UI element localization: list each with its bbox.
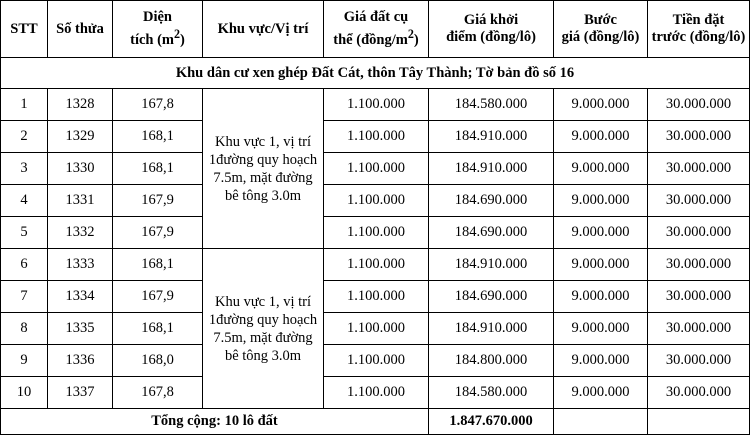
cell-so-thua: 1336 — [48, 345, 113, 377]
location-line: Khu vực 1, vị trí — [214, 293, 312, 310]
cell-gia-khoi-diem: 184.580.000 — [429, 89, 554, 121]
table-row — [1, 281, 750, 313]
cell-gia-khoi-diem: 184.580.000 — [429, 377, 554, 409]
cell-buoc-gia: 9.000.000 — [554, 281, 648, 313]
cell-tien-dat-truoc: 30.000.000 — [648, 281, 750, 313]
cell-stt: 3 — [1, 153, 48, 185]
table-row — [1, 121, 750, 153]
cell-buoc-gia: 9.000.000 — [554, 377, 648, 409]
cell-stt: 8 — [1, 313, 48, 345]
cell-buoc-gia: 9.000.000 — [554, 249, 648, 281]
cell-so-thua: 1332 — [48, 217, 113, 249]
table-row — [1, 249, 750, 281]
table-row — [1, 345, 750, 377]
header-so-thua: Số thửa — [48, 1, 113, 58]
cell-so-thua: 1335 — [48, 313, 113, 345]
table-row — [1, 313, 750, 345]
cell-tien-dat-truoc: 30.000.000 — [648, 377, 750, 409]
cell-tien-dat-truoc: 30.000.000 — [648, 249, 750, 281]
cell-buoc-gia: 9.000.000 — [554, 153, 648, 185]
cell-stt: 1 — [1, 89, 48, 121]
location-line: 7.5m, mặt đường — [213, 329, 313, 346]
cell-so-thua: 1331 — [48, 185, 113, 217]
location-line: bê tông 3.0m — [224, 187, 302, 204]
cell-so-thua: 1330 — [48, 153, 113, 185]
cell-tien-dat-truoc: 30.000.000 — [648, 313, 750, 345]
header-buoc-gia: Bước giá (đồng/lô) — [554, 1, 648, 58]
cell-gia-khoi-diem: 184.910.000 — [429, 153, 554, 185]
cell-gia-khoi-diem: 184.910.000 — [429, 249, 554, 281]
cell-dien-tich: 168,0 — [113, 345, 203, 377]
cell-buoc-gia: 9.000.000 — [554, 121, 648, 153]
section-title: Khu dân cư xen ghép Đất Cát, thôn Tây Thành; Tờ bản đồ số 16 — [1, 58, 750, 89]
cell-so-thua: 1329 — [48, 121, 113, 153]
cell-buoc-gia: 9.000.000 — [554, 89, 648, 121]
cell-tien-dat-truoc: 30.000.000 — [648, 185, 750, 217]
total-label: Tổng cộng: 10 lô đất — [1, 409, 429, 435]
cell-buoc-gia: 9.000.000 — [554, 185, 648, 217]
table-row — [1, 377, 750, 409]
table-row — [1, 217, 750, 249]
cell-gia-khoi-diem: 184.690.000 — [429, 185, 554, 217]
cell-so-thua: 1333 — [48, 249, 113, 281]
cell-so-thua: 1337 — [48, 377, 113, 409]
cell-gia-dat: 1.100.000 — [324, 249, 429, 281]
header-gia-khoi-diem: Giá khởi điểm (đồng/lô) — [429, 1, 554, 58]
table-row — [1, 153, 750, 185]
cell-gia-dat: 1.100.000 — [324, 217, 429, 249]
total-empty-cell — [554, 409, 648, 435]
cell-khu-vuc — [203, 249, 324, 409]
cell-stt: 7 — [1, 281, 48, 313]
cell-dien-tich: 167,8 — [113, 89, 203, 121]
cell-so-thua: 1334 — [48, 281, 113, 313]
total-empty-cell — [648, 409, 750, 435]
location-line: Khu vực 1, vị trí — [214, 133, 312, 150]
header-dien-tich: Diện tích $(m^2)$ — [113, 1, 203, 58]
cell-stt: 10 — [1, 377, 48, 409]
header-row — [1, 1, 750, 58]
cell-dien-tich: 167,8 — [113, 377, 203, 409]
cell-tien-dat-truoc: 30.000.000 — [648, 153, 750, 185]
total-value: 1.847.670.000 — [429, 409, 554, 435]
location-line: 1đường quy hoạch — [208, 151, 318, 168]
cell-gia-khoi-diem: 184.690.000 — [429, 217, 554, 249]
cell-stt: 4 — [1, 185, 48, 217]
cell-dien-tich: 168,1 — [113, 249, 203, 281]
header-gia-dat: Giá đất cụ thể $(đồng/m^2)$ — [324, 1, 429, 58]
cell-buoc-gia: 9.000.000 — [554, 313, 648, 345]
table-row — [1, 89, 750, 121]
cell-so-thua: 1328 — [48, 89, 113, 121]
cell-gia-dat: 1.100.000 — [324, 185, 429, 217]
cell-buoc-gia: 9.000.000 — [554, 345, 648, 377]
cell-tien-dat-truoc: 30.000.000 — [648, 89, 750, 121]
location-line: bê tông 3.0m — [224, 347, 302, 364]
cell-tien-dat-truoc: 30.000.000 — [648, 217, 750, 249]
cell-buoc-gia: 9.000.000 — [554, 217, 648, 249]
cell-stt: 6 — [1, 249, 48, 281]
cell-gia-khoi-diem: 184.800.000 — [429, 345, 554, 377]
cell-gia-dat: 1.100.000 — [324, 281, 429, 313]
location-line: 1đường quy hoạch — [208, 311, 318, 328]
cell-gia-dat: 1.100.000 — [324, 153, 429, 185]
cell-dien-tich: 168,1 — [113, 121, 203, 153]
cell-gia-dat: 1.100.000 — [324, 377, 429, 409]
cell-gia-khoi-diem: 184.690.000 — [429, 281, 554, 313]
cell-dien-tich: 167,9 — [113, 217, 203, 249]
cell-stt: 9 — [1, 345, 48, 377]
cell-dien-tich: 167,9 — [113, 185, 203, 217]
cell-dien-tich: 168,1 — [113, 153, 203, 185]
table-row — [1, 185, 750, 217]
total-row — [1, 409, 750, 435]
cell-gia-dat: 1.100.000 — [324, 89, 429, 121]
cell-stt: 5 — [1, 217, 48, 249]
cell-gia-khoi-diem: 184.910.000 — [429, 121, 554, 153]
cell-gia-khoi-diem: 184.910.000 — [429, 313, 554, 345]
cell-dien-tich: 168,1 — [113, 313, 203, 345]
header-tien-dat-truoc: Tiền đặt trước (đồng/lô) — [648, 1, 750, 58]
cell-gia-dat: 1.100.000 — [324, 345, 429, 377]
cell-gia-dat: 1.100.000 — [324, 121, 429, 153]
cell-stt: 2 — [1, 121, 48, 153]
header-khu-vuc: Khu vực/Vị trí — [203, 1, 324, 58]
cell-tien-dat-truoc: 30.000.000 — [648, 345, 750, 377]
cell-gia-dat: 1.100.000 — [324, 313, 429, 345]
cell-tien-dat-truoc: 30.000.000 — [648, 121, 750, 153]
cell-khu-vuc — [203, 89, 324, 249]
location-line: 7.5m, mặt đường — [213, 169, 313, 186]
section-row — [1, 58, 750, 89]
header-stt: STT — [1, 1, 48, 58]
cell-dien-tich: 167,9 — [113, 281, 203, 313]
